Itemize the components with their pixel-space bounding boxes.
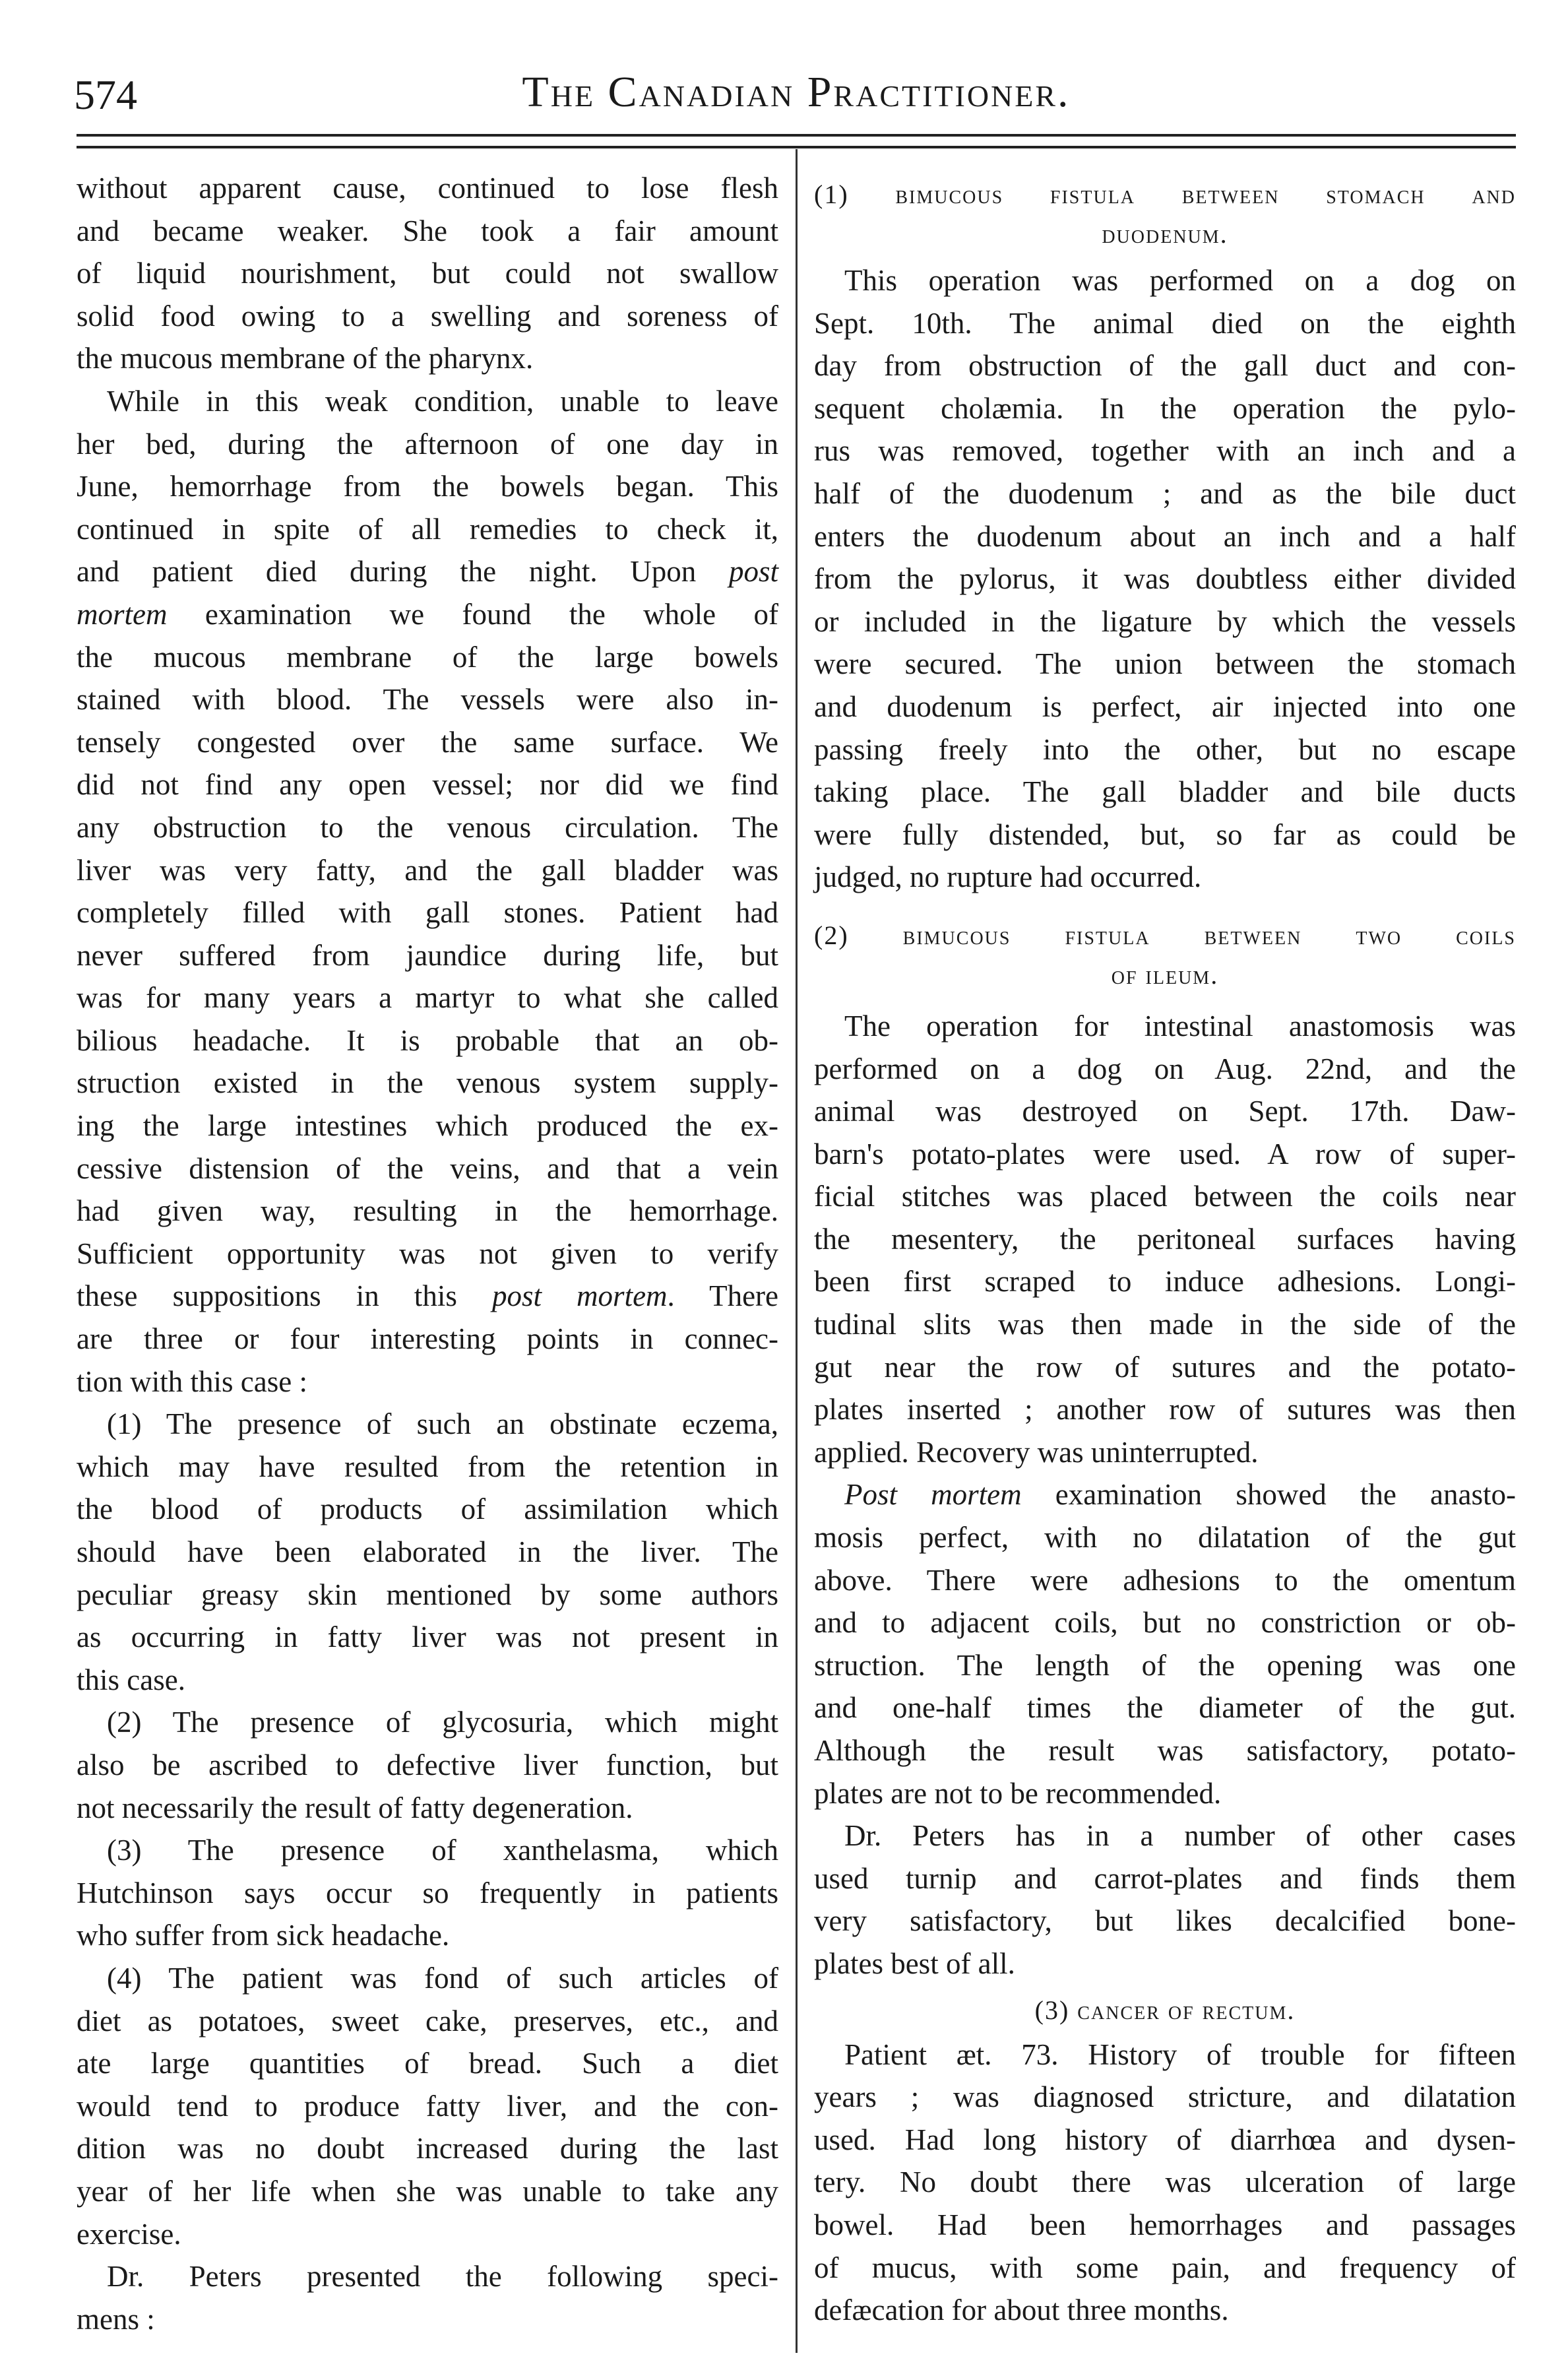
text-line: Patient æt. 73. History of trouble for fifteen	[844, 2037, 1516, 2071]
text-line: of ileum.	[1111, 959, 1219, 990]
text-line: continued in spite of all remedies to check it,	[77, 512, 778, 546]
text-line: and one-half times the diameter of the gut.	[814, 1691, 1516, 1725]
text-segment: and patient died during the night. Upon	[77, 555, 729, 589]
text-line: June, hemorrhage from the bowels began. This	[77, 470, 778, 503]
text-line: rus was removed, together with an inch and a	[814, 434, 1516, 468]
text-line: mens :	[77, 2302, 155, 2336]
section-heading	[814, 1991, 1516, 2030]
left-column	[77, 167, 778, 2340]
text-line: any obstruction to the venous circulation. The	[77, 810, 778, 844]
text-line: Although the result was satisfactory, potato-	[814, 1734, 1516, 1767]
text-line: ficial stitches was placed between the coils near	[814, 1180, 1516, 1213]
text-line: This operation was performed on a dog on	[844, 264, 1516, 297]
column-divider	[796, 149, 798, 2353]
text-line: should have been elaborated in the liver. The	[77, 1535, 778, 1568]
text-line: (2) The presence of glycosuria, which might	[107, 1706, 778, 1739]
paragraph	[77, 1957, 778, 2255]
text-line: the mucous membrane of the pharynx.	[77, 342, 534, 375]
text-line: barn's potato-plates were used. A row of super-	[814, 1137, 1516, 1171]
text-line: performed on a dog on Aug. 22nd, and the	[814, 1052, 1516, 1085]
paragraph	[77, 380, 778, 1403]
text-line: this case.	[77, 1663, 185, 1696]
paragraph	[77, 1829, 778, 1957]
text-line: (1) The presence of such an obstinate eczema,	[107, 1407, 778, 1441]
paragraph	[77, 1701, 778, 1829]
text-line: Dr. Peters has in a number of other cases	[844, 1819, 1516, 1853]
italic-text: Post mortem	[844, 1478, 1022, 1512]
text-line: from the pylorus, it was doubtless either divided	[814, 562, 1516, 596]
text-line: struction existed in the venous system supply-	[77, 1066, 778, 1100]
text-line: (3) cancer of rectum.	[1034, 1995, 1296, 2025]
page-number: 574	[74, 71, 137, 118]
text-line: judged, no rupture had occurred.	[814, 860, 1202, 894]
text-line: ing the large intestines which produced the ex-	[77, 1109, 778, 1143]
text-line: mosis perfect, with no dilatation of the gut	[814, 1521, 1516, 1555]
text-line: passing freely into the other, but no escape	[814, 732, 1516, 766]
paragraph	[77, 2255, 778, 2340]
text-segment: . There	[667, 1279, 779, 1313]
text-line: her bed, during the afternoon of one day in	[77, 427, 778, 461]
section-heading	[814, 916, 1516, 995]
text-line: (1) bimucous fistula between stomach and	[814, 179, 1516, 209]
text-line: the blood of products of assimilation which	[77, 1492, 778, 1526]
text-line: (2) bimucous fistula between two coils	[814, 920, 1516, 950]
text-line: are three or four interesting points in connec-	[77, 1322, 778, 1356]
text-segment: examination we found the whole of	[167, 597, 778, 631]
text-line: tion with this case :	[77, 1364, 307, 1398]
text-line: as occurring in fatty liver was not present in	[77, 1620, 778, 1654]
text-line: would tend to produce fatty liver, and the con-	[77, 2089, 778, 2123]
text-line: the mesentery, the peritoneal surfaces having	[814, 1222, 1516, 1256]
text-line: cessive distension of the veins, and that a vein	[77, 1151, 778, 1185]
paragraph	[814, 1814, 1516, 1985]
text-line: gut near the row of sutures and the potato-	[814, 1350, 1516, 1384]
paragraph	[77, 1403, 778, 1701]
text-line: applied. Recovery was uninterrupted.	[814, 1435, 1259, 1469]
text-line: years ; was diagnosed stricture, and dilatation	[814, 2080, 1516, 2114]
text-line: were secured. The union between the stomach	[814, 647, 1516, 681]
text-line: completely filled with gall stones. Patient had	[77, 896, 778, 930]
text-segment: these suppositions in this	[77, 1279, 492, 1313]
text-line: plates best of all.	[814, 1946, 1015, 1980]
text-line: not necessarily the result of fatty degeneration.	[77, 1791, 633, 1824]
text-line: and became weaker. She took a fair amount	[77, 214, 778, 247]
text-line: (3) The presence of xanthelasma, which	[107, 1834, 778, 1867]
right-column	[814, 175, 1516, 2332]
text-line: Hutchinson says occur so frequently in patients	[77, 1876, 778, 1909]
text-line: Dr. Peters presented the following speci-	[107, 2260, 778, 2294]
text-line: very satisfactory, but likes decalcified bone-	[814, 1904, 1516, 1938]
text-line: enters the duodenum about an inch and a half	[814, 519, 1516, 553]
text-line	[814, 1473, 1516, 1516]
text-line: struction. The length of the opening was one	[814, 1648, 1516, 1682]
text-line: The operation for intestinal anastomosis was	[844, 1009, 1516, 1043]
text-line: the mucous membrane of the large bowels	[77, 640, 778, 674]
paragraph	[814, 2034, 1516, 2332]
text-line	[77, 550, 778, 593]
text-line: taking place. The gall bladder and bile ducts	[814, 775, 1516, 809]
section-heading	[814, 175, 1516, 254]
text-line: tudinal slits was then made in the side of the	[814, 1308, 1516, 1341]
header-rule-bottom	[77, 146, 1516, 148]
text-line: duodenum.	[1102, 219, 1228, 249]
text-line	[77, 1275, 778, 1318]
text-line: had given way, resulting in the hemorrhage.	[77, 1194, 778, 1228]
text-line: which may have resulted from the retention in	[77, 1450, 778, 1483]
italic-text: mortem	[77, 597, 168, 631]
header-rule-top	[77, 134, 1516, 137]
text-line: Sufficient opportunity was not given to verify	[77, 1236, 778, 1270]
text-line: diet as potatoes, sweet cake, preserves, etc., and	[77, 2004, 778, 2037]
paragraph	[77, 167, 778, 380]
italic-text: post mortem	[491, 1279, 668, 1313]
text-line: of mucus, with some pain, and frequency of	[814, 2251, 1516, 2284]
text-line	[77, 593, 778, 636]
text-line: bowel. Had been hemorrhages and passages	[814, 2208, 1516, 2241]
text-line: peculiar greasy skin mentioned by some authors	[77, 1578, 778, 1611]
text-line: without apparent cause, continued to lose flesh	[77, 172, 778, 205]
text-line: did not find any open vessel; nor did we find	[77, 768, 778, 802]
text-line: half of the duodenum ; and as the bile duct	[814, 476, 1516, 510]
paragraph	[814, 1005, 1516, 1474]
text-line: tensely congested over the same surface. We	[77, 725, 778, 759]
text-line: never suffered from jaundice during life, but	[77, 938, 778, 972]
text-line: ate large quantities of bread. Such a diet	[77, 2047, 778, 2080]
text-line: While in this weak condition, unable to leave	[107, 384, 778, 418]
text-line: stained with blood. The vessels were also in-	[77, 683, 778, 717]
text-line: liver was very fatty, and the gall bladder was	[77, 853, 778, 887]
text-line: dition was no doubt increased during the last	[77, 2132, 778, 2165]
text-line: and duodenum is perfect, air injected into one	[814, 690, 1516, 723]
text-line: who suffer from sick headache.	[77, 1919, 450, 1952]
text-line: exercise.	[77, 2217, 181, 2251]
text-line: year of her life when she was unable to take any	[77, 2174, 778, 2208]
paragraph	[814, 1473, 1516, 1814]
text-line: was for many years a martyr to what she called	[77, 981, 778, 1015]
text-line: of liquid nourishment, but could not swallow	[77, 257, 778, 290]
text-line: solid food owing to a swelling and soreness of	[77, 299, 778, 333]
text-line: plates are not to be recommended.	[814, 1776, 1222, 1810]
text-line: were fully distended, but, so far as could be	[814, 818, 1516, 851]
text-line: been first scraped to induce adhesions. Longi-	[814, 1265, 1516, 1299]
paragraph	[814, 259, 1516, 899]
text-line: day from obstruction of the gall duct and con-	[814, 349, 1516, 383]
text-line: used turnip and carrot-plates and finds them	[814, 1861, 1516, 1895]
text-line: or included in the ligature by which the vessels	[814, 604, 1516, 638]
text-line: plates inserted ; another row of sutures was then	[814, 1393, 1516, 1427]
text-line: (4) The patient was fond of such articles of	[107, 1961, 778, 1995]
text-line: Sept. 10th. The animal died on the eighth	[814, 306, 1516, 340]
text-line: used. Had long history of diarrhœa and dysen-	[814, 2123, 1516, 2156]
text-segment: examination showed the anasto-	[1021, 1478, 1516, 1512]
italic-text: post	[728, 555, 778, 589]
text-line: and to adjacent coils, but no constriction or ob-	[814, 1606, 1516, 1640]
text-line: animal was destroyed on Sept. 17th. Daw-	[814, 1095, 1516, 1128]
running-head-journal-title: The Canadian Practitioner.	[522, 68, 1071, 116]
text-line: defæcation for about three months.	[814, 2294, 1229, 2327]
text-line: also be ascribed to defective liver function, but	[77, 1748, 778, 1781]
text-line: bilious headache. It is probable that an ob-	[77, 1023, 778, 1057]
text-line: tery. No doubt there was ulceration of large	[814, 2165, 1516, 2199]
text-line: above. There were adhesions to the omentum	[814, 1563, 1516, 1597]
text-line: sequent cholæmia. In the operation the pylo-	[814, 391, 1516, 425]
